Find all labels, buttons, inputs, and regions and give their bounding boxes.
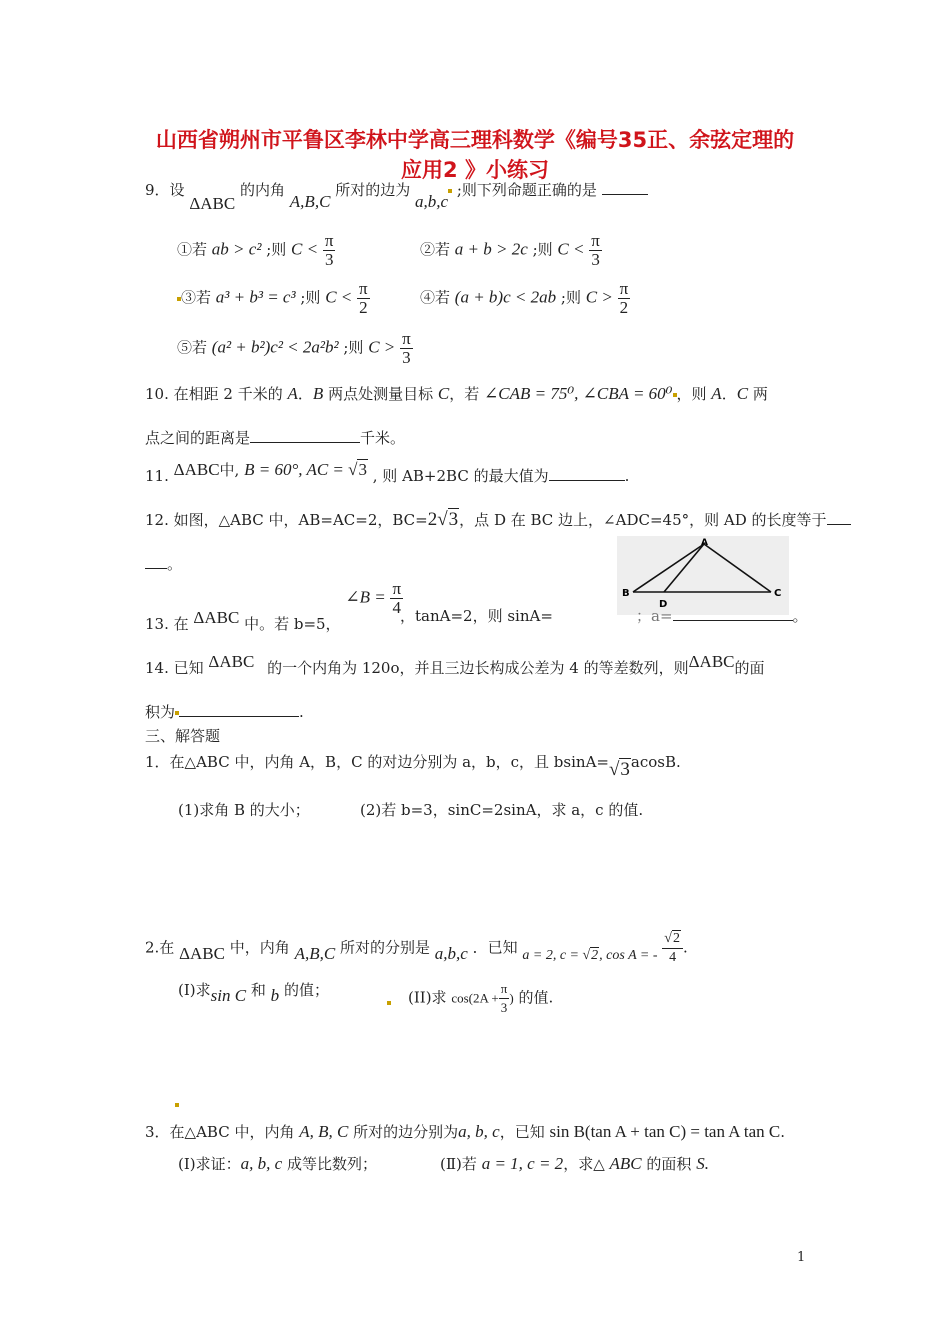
point-a: A bbox=[287, 384, 298, 403]
p3-text: 的面积 bbox=[646, 1155, 692, 1173]
option-then: ;则 bbox=[532, 240, 553, 259]
label-a: A bbox=[701, 538, 708, 548]
p2-text: 的值. bbox=[518, 988, 554, 1007]
q14-triangle: ΔABC bbox=[208, 652, 255, 671]
question-12 bbox=[145, 510, 851, 530]
option-condition: ab > c² bbox=[211, 239, 262, 259]
q14-triangle: ΔABC bbox=[688, 652, 735, 671]
q9-option-2 bbox=[420, 232, 602, 269]
q10-text: ，则 bbox=[676, 385, 707, 403]
fraction bbox=[662, 930, 683, 967]
sqrt-symbol: √2 bbox=[582, 947, 599, 963]
dot bbox=[387, 1001, 391, 1005]
sqrt-radicand: 3 bbox=[620, 759, 630, 780]
q10-condition: ∠CAB = 75⁰, ∠CBA = 60⁰ bbox=[484, 384, 673, 403]
q9-angles: A,B,C bbox=[289, 192, 331, 211]
point-c: C bbox=[437, 384, 450, 403]
problem-3-part-1 bbox=[178, 1154, 377, 1174]
p2-expression: sin C bbox=[210, 986, 247, 1005]
q12-text: ，点 D 在 BC 边上，∠ADC=45°，则 AD 的长度等于 bbox=[459, 511, 827, 529]
q10-text: 点之间的距离是 bbox=[145, 429, 251, 447]
title-line-1: 山西省朔州市平鲁区李林中学高三理科数学《编号35正、余弦定理的 bbox=[155, 128, 795, 152]
p2-text: (II)求 bbox=[408, 988, 447, 1007]
mark-dot bbox=[175, 711, 179, 715]
option-conclusion: C > bbox=[585, 287, 613, 307]
denominator: 3 bbox=[591, 250, 600, 269]
p3-triangle: ABC bbox=[609, 1154, 642, 1173]
q12-text: 12. 如图，△ABC 中，AB=AC=2，BC= bbox=[145, 511, 428, 529]
point-a: A bbox=[711, 384, 722, 403]
p2-expression: cos(2A + bbox=[451, 990, 499, 1006]
q9-option-5 bbox=[177, 330, 413, 367]
numerator: √2 bbox=[662, 930, 683, 949]
question-14 bbox=[145, 652, 765, 677]
option-mark: ②若 bbox=[420, 240, 451, 259]
page-number: 1 bbox=[797, 1250, 806, 1265]
question-10-line-2 bbox=[145, 428, 405, 448]
option-condition: a³ + b³ = c³ bbox=[215, 287, 296, 307]
numerator: π bbox=[591, 231, 600, 250]
numerator: π bbox=[359, 279, 368, 298]
q10-text: 10. 在相距 2 千米的 bbox=[145, 385, 283, 403]
p2-text: 和 bbox=[250, 981, 266, 999]
denominator: 4 bbox=[392, 598, 402, 617]
question-13 bbox=[145, 579, 403, 633]
q10-text: 千米。 bbox=[360, 429, 406, 447]
q14-text: 的面 bbox=[734, 659, 765, 677]
dot bbox=[175, 1103, 179, 1107]
q9-text: ;则下列命题正确的是 bbox=[456, 181, 597, 199]
q11-text: , 则 AB+2BC 的最大值为 bbox=[372, 467, 549, 485]
answer-blank bbox=[179, 716, 299, 717]
p3-text: (Ⅰ)求证： bbox=[178, 1155, 241, 1173]
fraction bbox=[618, 280, 631, 317]
mark-dot bbox=[448, 189, 452, 193]
q11-triangle: ΔABC bbox=[173, 460, 220, 479]
sqrt-radicand: 3 bbox=[358, 460, 367, 479]
denominator: 3 bbox=[500, 1000, 508, 1015]
q10-text: ． bbox=[297, 385, 313, 403]
question-13-tail bbox=[400, 606, 553, 626]
option-then: ;则 bbox=[343, 338, 364, 357]
p2-expression: ) bbox=[509, 990, 514, 1006]
q10-text: ． bbox=[721, 385, 737, 403]
p2-text: 2.在 bbox=[145, 938, 175, 957]
problem-3 bbox=[145, 1122, 785, 1142]
label-d: D bbox=[659, 599, 668, 610]
p2-sides: a,b,c bbox=[434, 943, 468, 963]
p3-equation: sin B(tan A + tan C) = tan A tan C bbox=[549, 1122, 781, 1141]
triangle-diagram bbox=[617, 536, 789, 615]
q11-text: 中, bbox=[219, 461, 240, 479]
p2-angles: A,B,C bbox=[294, 943, 336, 963]
answer-blank bbox=[673, 620, 793, 621]
p3-text: 成等比数列； bbox=[286, 1155, 377, 1173]
problem-1 bbox=[145, 752, 681, 780]
answer-blank bbox=[827, 524, 851, 525]
q10-text: 两 bbox=[752, 385, 768, 403]
problem-2-part-2 bbox=[408, 980, 553, 1017]
sqrt-radicand: 3 bbox=[448, 509, 459, 530]
q14-text: . bbox=[299, 703, 304, 721]
question-9 bbox=[145, 180, 648, 213]
option-conclusion: C < bbox=[325, 287, 353, 307]
title-line-2: 应用2 》小练习 bbox=[401, 158, 549, 182]
option-condition: a + b > 2c bbox=[454, 239, 528, 259]
option-conclusion: C < bbox=[291, 239, 319, 259]
mark-dot bbox=[387, 992, 391, 1011]
p3-text: . bbox=[780, 1123, 786, 1141]
q14-text: 的一个内角为 120 bbox=[267, 659, 391, 677]
point-b: B bbox=[312, 384, 324, 403]
answer-blank bbox=[549, 480, 625, 481]
numerator: π bbox=[619, 279, 629, 298]
p1-text: acosB. bbox=[630, 753, 681, 771]
mark-dot bbox=[175, 1094, 179, 1113]
q9-option-4 bbox=[420, 280, 630, 317]
q10-text: ，若 bbox=[449, 385, 480, 403]
p2-given bbox=[522, 948, 657, 963]
fraction bbox=[323, 232, 336, 269]
p3-condition: a = 1, c = 2 bbox=[481, 1154, 564, 1173]
section-heading: 三、解答题 bbox=[145, 727, 221, 745]
label-b: B bbox=[622, 588, 630, 599]
option-then: ;则 bbox=[560, 288, 581, 307]
q9-text: 的内角 bbox=[240, 181, 286, 199]
p3-sides: a, b, c bbox=[240, 1154, 283, 1173]
triangle-figure bbox=[617, 536, 789, 615]
sqrt-radicand: 2 bbox=[591, 947, 599, 963]
p3-text: (Ⅱ)若 bbox=[440, 1155, 477, 1173]
p2-given-text: , cos A = - bbox=[599, 947, 658, 963]
q12-text: 。 bbox=[167, 555, 183, 573]
p2-text: 所对的分别是 bbox=[339, 938, 430, 957]
q11-number: 11. bbox=[145, 467, 169, 485]
fraction bbox=[589, 232, 602, 269]
q12-coefficient: 2 bbox=[427, 509, 438, 530]
option-mark: ③若 bbox=[181, 288, 212, 307]
q13-triangle: ΔABC bbox=[193, 607, 240, 627]
numerator: π bbox=[402, 329, 411, 348]
q13-text: ，tanA=2，则 sinA= bbox=[400, 607, 553, 625]
p3-area: S. bbox=[696, 1154, 709, 1173]
q9-triangle: ΔABC bbox=[189, 194, 236, 213]
denominator: 3 bbox=[402, 348, 411, 367]
answer-blank bbox=[250, 442, 360, 443]
q9-text: 所对的边为 bbox=[335, 181, 411, 199]
p2-text: 中，内角 bbox=[229, 938, 290, 957]
problem-2 bbox=[145, 930, 688, 967]
q14-text: 积为 bbox=[145, 703, 176, 721]
sqrt-radicand: 2 bbox=[672, 931, 680, 946]
answer-blank bbox=[145, 568, 167, 569]
p2-triangle: ΔABC bbox=[179, 943, 225, 963]
sqrt-symbol: √3 bbox=[608, 759, 630, 780]
option-mark: ④若 bbox=[420, 288, 451, 307]
q14-number: 14. 已知 bbox=[145, 659, 204, 677]
p3-angles: A, B, C bbox=[299, 1122, 349, 1141]
p2-given-text: a = 2, c = bbox=[522, 947, 583, 963]
label-c: C bbox=[774, 588, 782, 599]
numerator: π bbox=[392, 579, 402, 598]
option-then: ;则 bbox=[266, 240, 287, 259]
question-10 bbox=[145, 384, 768, 404]
denominator: 4 bbox=[669, 950, 677, 965]
denominator: 2 bbox=[359, 298, 368, 317]
p2-variable: b bbox=[270, 986, 280, 1005]
option-mark: ⑤若 bbox=[177, 338, 208, 357]
denominator: 2 bbox=[619, 298, 629, 317]
p1-text: 1．在△ABC 中，内角 A，B，C 的对边分别为 a，b，c，且 bsinA= bbox=[145, 753, 609, 771]
q9-option-3 bbox=[177, 280, 370, 317]
problem-1-part-1: (1)求角 B 的大小； bbox=[178, 801, 310, 819]
answer-blank bbox=[602, 194, 648, 195]
p3-text: ，已知 bbox=[499, 1123, 545, 1141]
question-14-line-2 bbox=[145, 702, 304, 722]
problem-2-part-1 bbox=[178, 980, 329, 1005]
page-title bbox=[0, 124, 950, 184]
fraction bbox=[400, 330, 413, 367]
q11-text: . bbox=[624, 467, 630, 485]
p2-text: 的值； bbox=[283, 981, 329, 999]
q13-angle: ∠B = bbox=[345, 587, 386, 607]
q9-number: 9．设 bbox=[145, 181, 185, 199]
q9-sides: a,b,c bbox=[414, 192, 449, 211]
p3-text: 3．在△ABC 中，内角 bbox=[145, 1123, 295, 1141]
p3-sides: a, b, c bbox=[458, 1122, 500, 1141]
sqrt-symbol: √3 bbox=[437, 509, 459, 530]
option-conclusion: C < bbox=[557, 239, 585, 259]
question-11 bbox=[145, 460, 630, 485]
p2-text: ．已知 bbox=[472, 938, 518, 957]
p3-text: ，求△ bbox=[563, 1155, 605, 1173]
denominator: 3 bbox=[324, 250, 334, 269]
problem-3-part-2 bbox=[440, 1154, 709, 1174]
numerator: π bbox=[499, 980, 510, 999]
q11-condition: B = 60°, AC = bbox=[244, 460, 349, 479]
p2-text: . bbox=[682, 938, 688, 957]
p2-text: (I)求 bbox=[178, 981, 211, 999]
option-conclusion: C > bbox=[368, 337, 396, 357]
q13-number: 13. 在 bbox=[145, 614, 189, 633]
point-c: C bbox=[736, 384, 749, 403]
q9-option-1 bbox=[177, 232, 335, 269]
question-13-tail-2 bbox=[636, 606, 808, 626]
option-condition: (a² + b²)c² < 2a²b² bbox=[211, 337, 339, 357]
question-12-line-2 bbox=[145, 554, 182, 574]
numerator: π bbox=[324, 231, 334, 250]
q13-text: 。 bbox=[792, 607, 808, 625]
problem-1-part-2: (2)若 b=3，sinC=2sinA，求 a，c 的值. bbox=[360, 801, 644, 819]
q13-text: ；a= bbox=[636, 607, 673, 625]
p3-text: 所对的边分别为 bbox=[353, 1123, 459, 1141]
q14-text: o，并且三边长构成公差为 4 的等差数列，则 bbox=[390, 659, 689, 677]
q10-text: 两点处测量目标 bbox=[328, 385, 434, 403]
q13-text: 中。若 b=5， bbox=[244, 614, 341, 633]
sqrt-symbol: √3 bbox=[348, 460, 367, 479]
fraction bbox=[357, 280, 370, 317]
option-then: ;则 bbox=[300, 288, 321, 307]
option-condition: (a + b)c < 2ab bbox=[454, 287, 557, 307]
fraction bbox=[499, 980, 510, 1017]
option-mark: ①若 bbox=[177, 240, 208, 259]
